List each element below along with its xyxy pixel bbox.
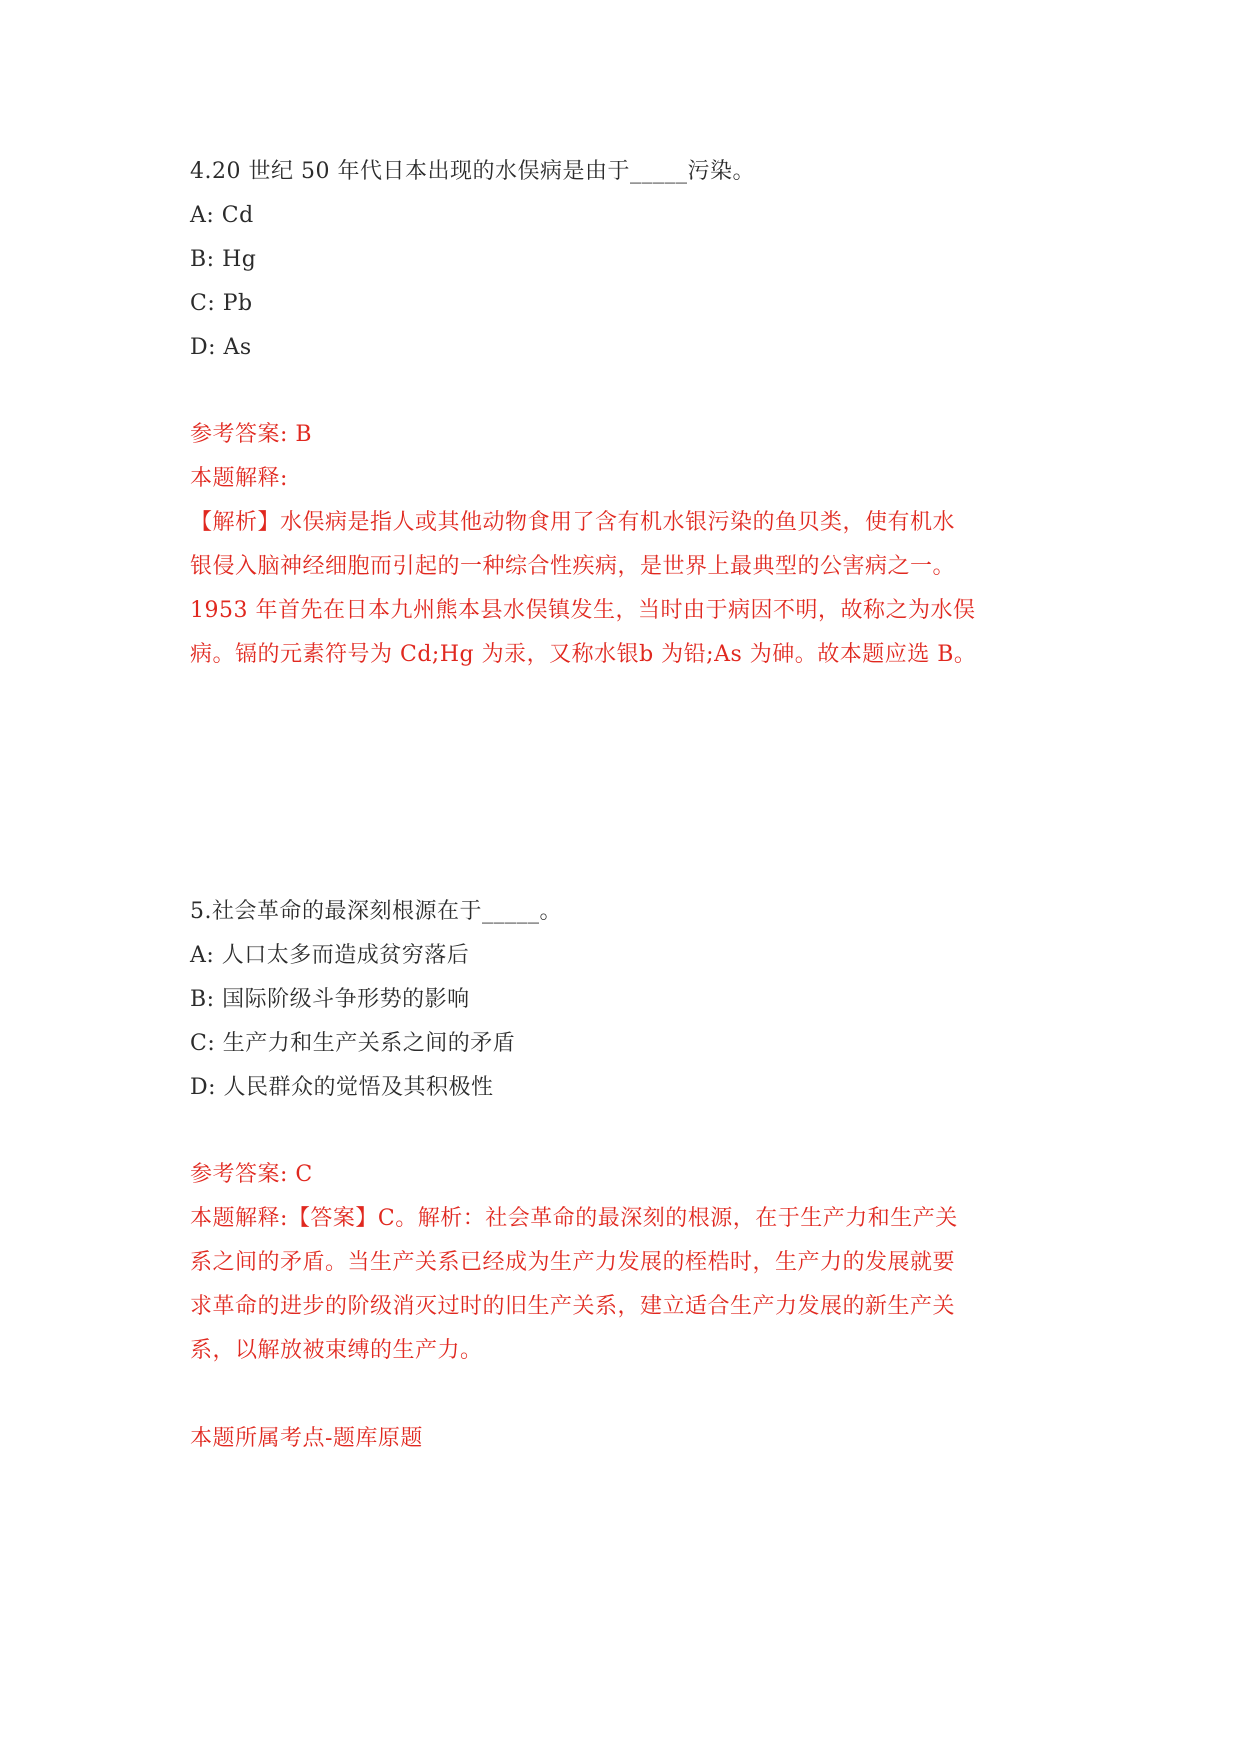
question-5-stem: 5.社会革命的最深刻根源在于_____。: [190, 899, 562, 924]
question-4-explanation-line: 银侵入脑神经细胞而引起的一种综合性疾病，是世界上最典型的公害病之一。: [190, 554, 956, 579]
question-5-answer: 参考答案: C: [190, 1162, 313, 1187]
question-4-explanation-line: 1953 年首先在日本九州熊本县水俣镇发生，当时由于病因不明，故称之为水俣: [190, 598, 976, 623]
topic-note: 本题所属考点-题库原题: [190, 1426, 423, 1451]
question-5-explanation-line: 求革命的进步的阶级消灭过时的旧生产关系，建立适合生产力发展的新生产关: [190, 1294, 956, 1319]
question-4-explanation-line: 【解析】水俣病是指人或其他动物食用了含有机水银污染的鱼贝类，使有机水: [190, 510, 956, 535]
question-5-explanation-line: 系之间的矛盾。当生产关系已经成为生产力发展的桎梏时，生产力的发展就要: [190, 1250, 956, 1275]
question-4-explanation-line: 病。镉的元素符号为 Cd;Hg 为汞，又称水银b 为铅;As 为砷。故本题应选 B。: [190, 642, 977, 667]
question-4-option-a: A: Cd: [190, 203, 254, 228]
question-5-option-a: A: 人口太多而造成贫穷落后: [190, 943, 470, 968]
question-4-option-d: D: As: [190, 335, 252, 360]
question-5-explanation-line: 本题解释:【答案】C。解析：社会革命的最深刻的根源，在于生产力和生产关: [190, 1206, 958, 1231]
question-4-answer: 参考答案: B: [190, 422, 313, 447]
question-4-option-c: C: Pb: [190, 291, 253, 316]
question-5-explanation-line: 系，以解放被束缚的生产力。: [190, 1338, 483, 1363]
question-5-option-d: D: 人民群众的觉悟及其积极性: [190, 1075, 494, 1100]
question-4-stem: 4.20 世纪 50 年代日本出现的水俣病是由于_____污染。: [190, 159, 755, 184]
question-4-explanation-label: 本题解释:: [190, 466, 288, 491]
question-4-option-b: B: Hg: [190, 247, 257, 272]
question-5-option-c: C: 生产力和生产关系之间的矛盾: [190, 1031, 516, 1056]
question-5-option-b: B: 国际阶级斗争形势的影响: [190, 987, 470, 1012]
